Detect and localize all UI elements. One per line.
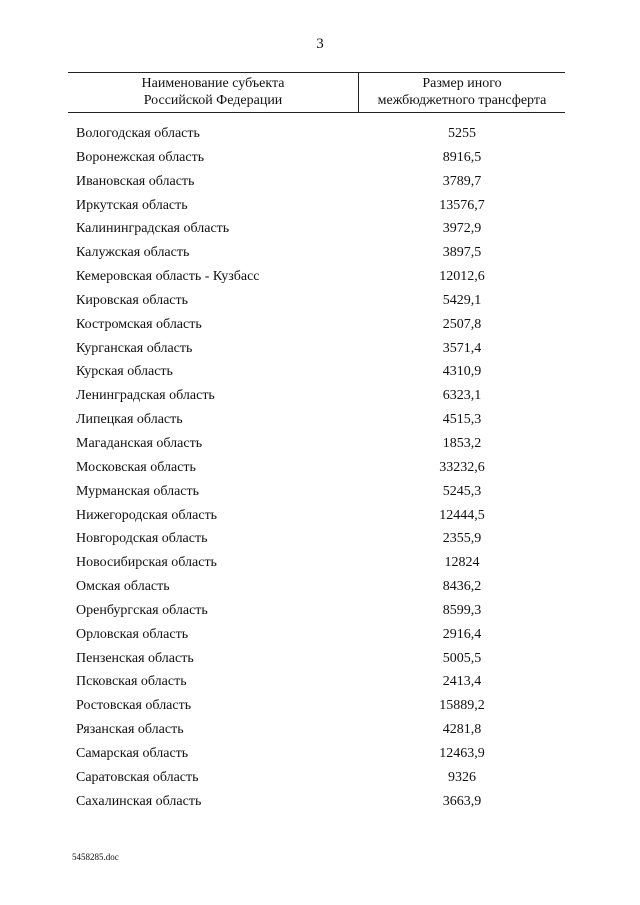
table-row bbox=[0, 434, 640, 458]
transfer-amount: 4515,3 bbox=[442, 412, 482, 428]
transfer-amount: 3571,4 bbox=[442, 340, 482, 356]
transfer-amount: 5005,5 bbox=[442, 650, 482, 666]
subject-name: Курганская область bbox=[76, 340, 193, 356]
subject-name: Кемеровская область - Кузбасс bbox=[76, 269, 260, 285]
table-row bbox=[0, 219, 640, 243]
subject-name: Костромская область bbox=[76, 316, 202, 332]
table-row bbox=[0, 339, 640, 363]
subject-name: Липецкая область bbox=[76, 412, 183, 428]
subject-name: Курская область bbox=[76, 364, 173, 380]
transfer-amount: 8436,2 bbox=[442, 579, 482, 595]
subject-name: Иркутская область bbox=[76, 197, 188, 213]
transfer-amount: 33232,6 bbox=[439, 459, 485, 475]
table-row bbox=[0, 243, 640, 267]
subject-name: Пензенская область bbox=[76, 650, 194, 666]
table-row bbox=[0, 720, 640, 744]
table-row bbox=[0, 577, 640, 601]
subject-name: Сахалинская область bbox=[76, 793, 202, 809]
table-row bbox=[0, 410, 640, 434]
subject-name: Рязанская область bbox=[76, 722, 184, 738]
table-row bbox=[0, 792, 640, 816]
table-row bbox=[0, 196, 640, 220]
subject-name: Калининградская область bbox=[76, 221, 230, 237]
subject-name: Кировская область bbox=[76, 292, 189, 308]
table-row bbox=[0, 148, 640, 172]
table-row bbox=[0, 696, 640, 720]
transfer-amount: 2507,8 bbox=[442, 316, 482, 332]
transfer-amount: 12463,9 bbox=[439, 745, 485, 761]
transfer-amount: 12012,6 bbox=[439, 269, 485, 285]
table-row bbox=[0, 124, 640, 148]
subject-name: Новгородская область bbox=[76, 531, 208, 547]
table-row bbox=[0, 768, 640, 792]
subject-name: Оренбургская область bbox=[76, 602, 208, 618]
column-header-transfer bbox=[359, 75, 565, 109]
table-top-rule bbox=[68, 72, 565, 73]
subject-name: Ростовская область bbox=[76, 698, 192, 714]
table-row bbox=[0, 744, 640, 768]
table-row bbox=[0, 529, 640, 553]
column-header-subject-line-1: Наименование субъекта bbox=[141, 76, 285, 91]
transfer-amount: 4281,8 bbox=[442, 722, 482, 738]
table-body bbox=[0, 124, 640, 815]
subject-name: Магаданская область bbox=[76, 435, 203, 451]
subject-name: Мурманская область bbox=[76, 483, 200, 499]
transfer-amount: 2355,9 bbox=[442, 531, 482, 547]
transfer-amount: 9326 bbox=[448, 769, 476, 785]
page-number: 3 bbox=[316, 36, 324, 52]
transfer-amount: 3789,7 bbox=[442, 173, 482, 189]
table-row bbox=[0, 672, 640, 696]
transfer-amount: 2413,4 bbox=[442, 674, 482, 690]
table-row bbox=[0, 553, 640, 577]
transfer-amount: 13576,7 bbox=[439, 197, 485, 213]
table-row bbox=[0, 315, 640, 339]
transfer-amount: 15889,2 bbox=[439, 698, 485, 714]
subject-name: Псковская область bbox=[76, 674, 187, 690]
column-header-transfer-line-1: Размер иного bbox=[422, 76, 502, 91]
subject-name: Ивановская область bbox=[76, 173, 195, 189]
column-header-transfer-line-2: межбюджетного трансферта bbox=[377, 93, 547, 108]
subject-name: Самарская область bbox=[76, 745, 189, 761]
subject-name: Новосибирская область bbox=[76, 555, 217, 571]
transfer-amount: 12444,5 bbox=[439, 507, 485, 523]
table-row bbox=[0, 506, 640, 530]
subject-name: Нижегородская область bbox=[76, 507, 218, 523]
subject-name: Калужская область bbox=[76, 245, 190, 261]
table-row bbox=[0, 172, 640, 196]
subject-name: Орловская область bbox=[76, 626, 189, 642]
transfer-amount: 8916,5 bbox=[442, 149, 482, 165]
document-id: 5458285.doc bbox=[72, 852, 119, 862]
table-row bbox=[0, 267, 640, 291]
subject-name: Ленинградская область bbox=[76, 388, 215, 404]
subject-name: Вологодская область bbox=[76, 126, 200, 141]
table-row bbox=[0, 291, 640, 315]
transfer-amount: 4310,9 bbox=[442, 364, 482, 380]
transfer-amount: 8599,3 bbox=[442, 602, 482, 618]
transfer-amount: 6323,1 bbox=[442, 388, 482, 404]
table-row bbox=[0, 362, 640, 386]
subject-name: Омская область bbox=[76, 579, 170, 595]
table-header-bottom-rule bbox=[68, 112, 565, 113]
table-row bbox=[0, 601, 640, 625]
transfer-amount: 3972,9 bbox=[442, 221, 482, 237]
transfer-amount: 3897,5 bbox=[442, 245, 482, 261]
transfer-amount: 5255 bbox=[448, 126, 476, 141]
column-header-subject bbox=[68, 75, 358, 109]
table-row bbox=[0, 649, 640, 673]
transfer-amount: 12824 bbox=[444, 555, 480, 571]
table-row bbox=[0, 625, 640, 649]
transfer-amount: 5245,3 bbox=[442, 483, 482, 499]
subject-name: Саратовская область bbox=[76, 769, 199, 785]
transfer-amount: 5429,1 bbox=[442, 292, 482, 308]
transfer-amount: 1853,2 bbox=[442, 435, 482, 451]
table-row bbox=[0, 386, 640, 410]
transfer-amount: 2916,4 bbox=[442, 626, 482, 642]
transfer-amount: 3663,9 bbox=[442, 793, 482, 809]
subject-name: Московская область bbox=[76, 459, 196, 475]
table-row bbox=[0, 458, 640, 482]
table-row bbox=[0, 482, 640, 506]
column-header-subject-line-2: Российской Федерации bbox=[143, 93, 283, 108]
subject-name: Воронежская область bbox=[76, 149, 205, 165]
